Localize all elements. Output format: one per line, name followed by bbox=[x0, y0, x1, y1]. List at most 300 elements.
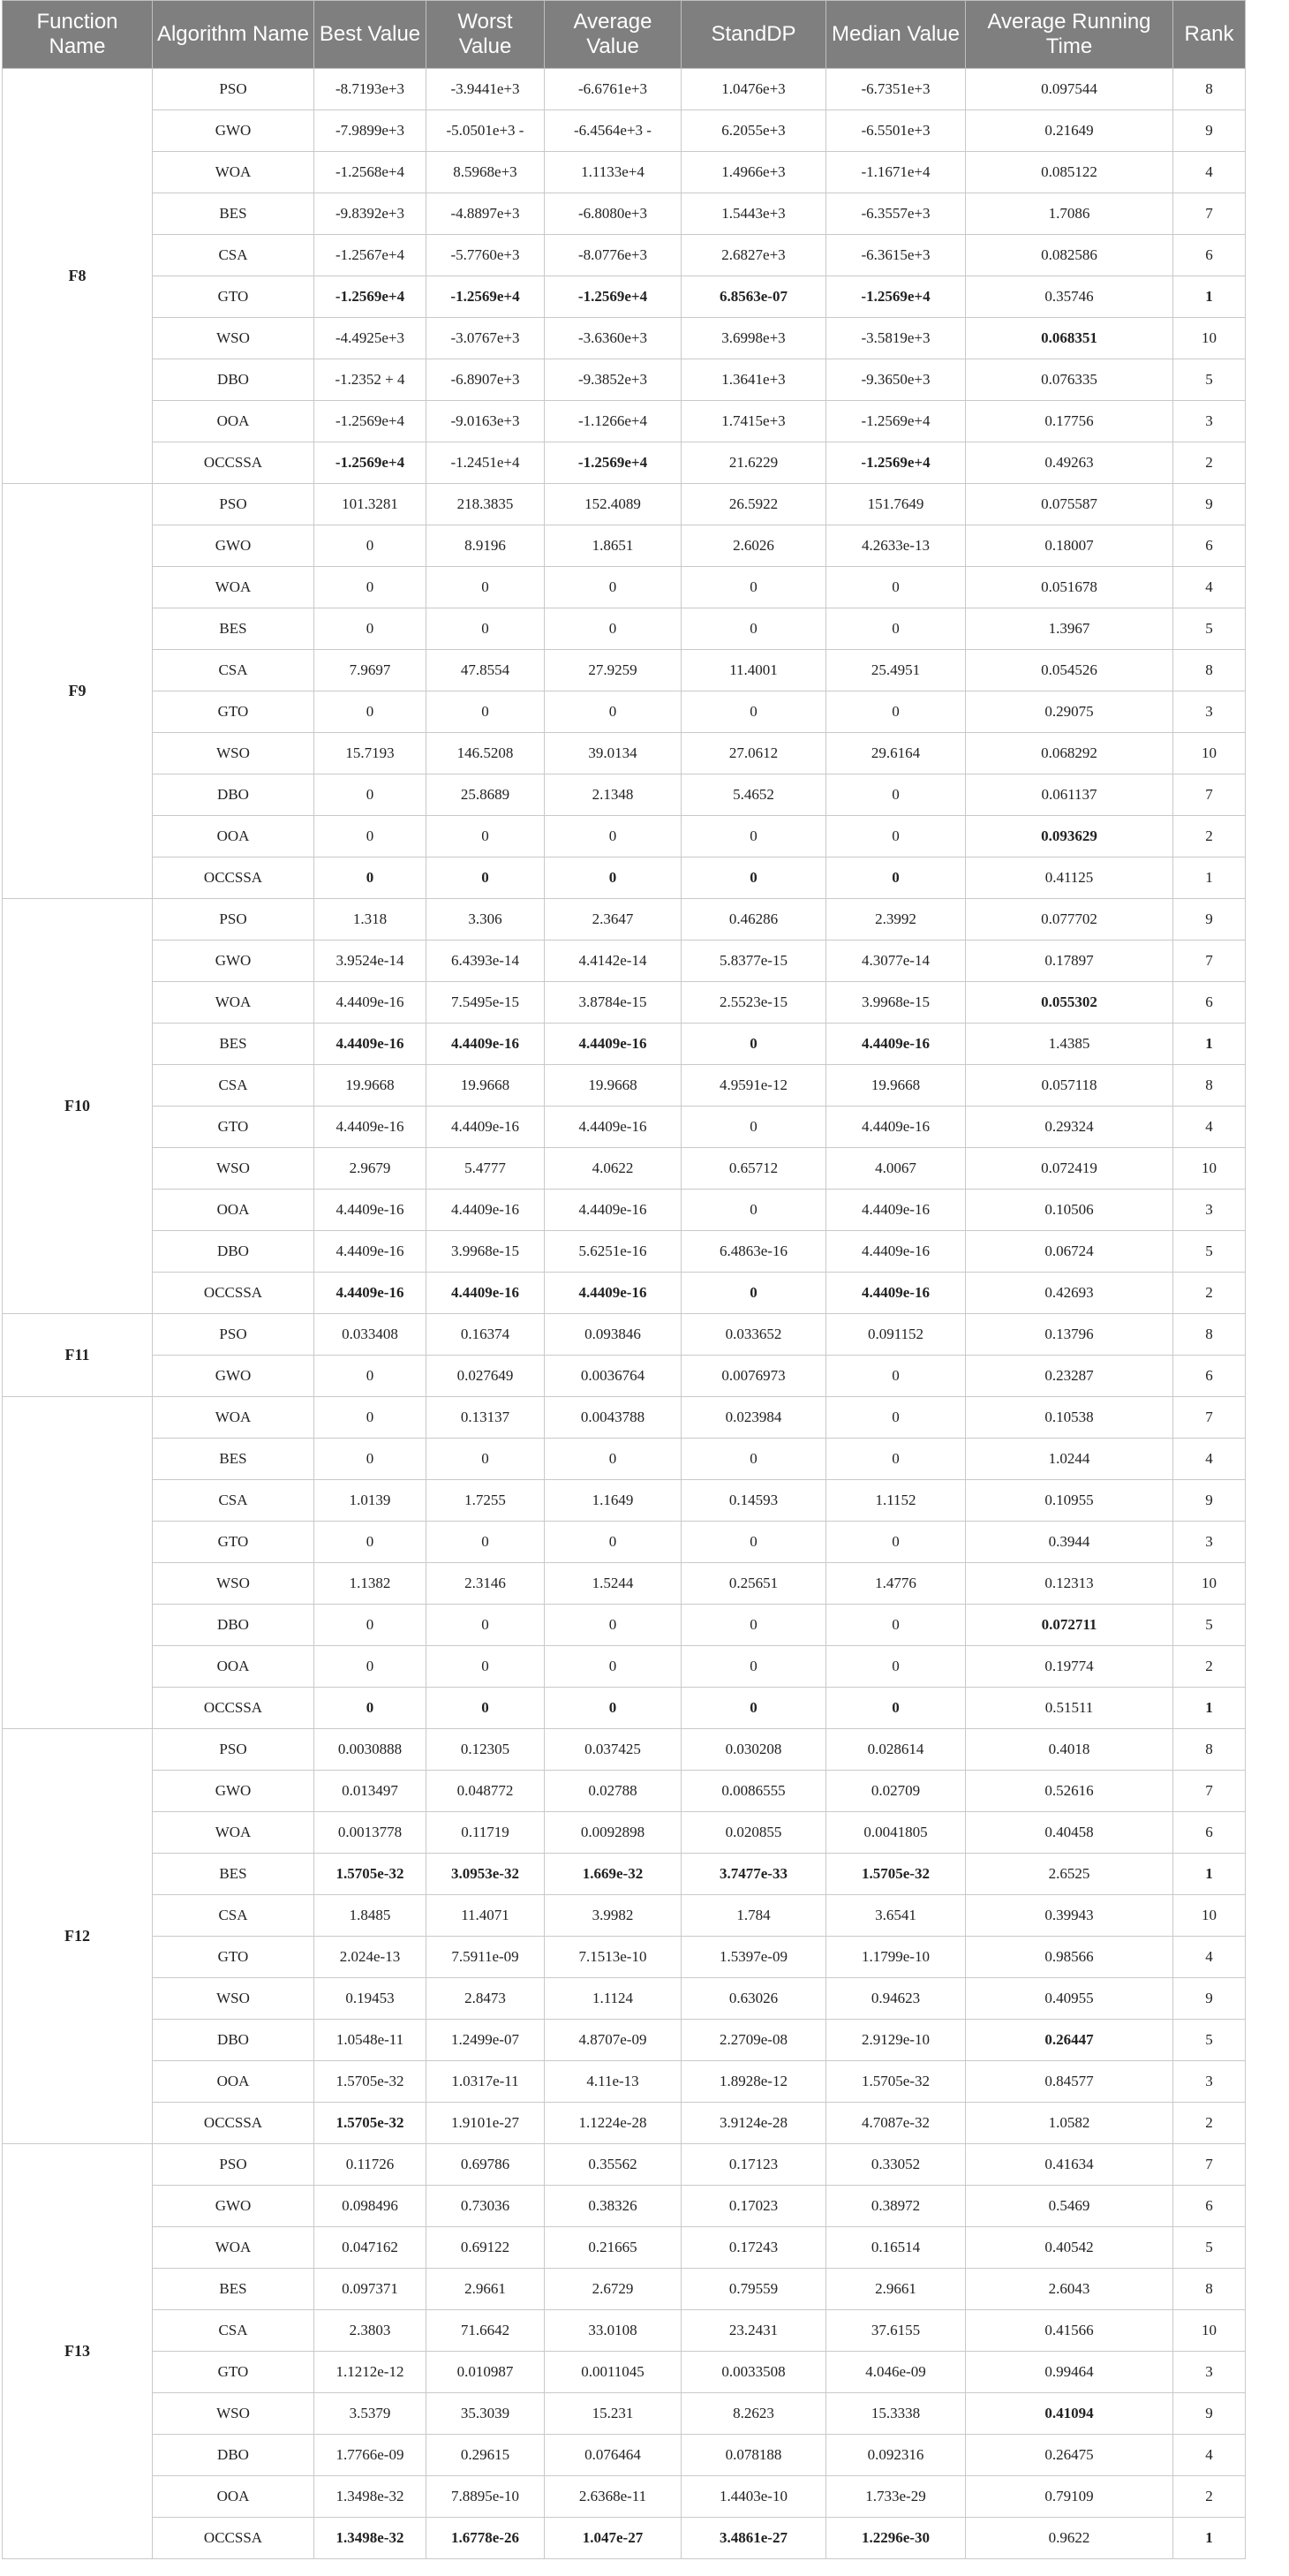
best-value-cell: 101.3281 bbox=[314, 484, 426, 525]
rank-cell: 7 bbox=[1173, 941, 1246, 982]
algorithm-name-cell: OOA bbox=[153, 1190, 314, 1231]
standdp-cell: 0 bbox=[682, 1024, 826, 1065]
worst-value-cell: 8.9196 bbox=[426, 525, 545, 567]
table-row bbox=[3, 2269, 1246, 2310]
average-value-cell: 0 bbox=[545, 857, 682, 899]
rank-cell: 2 bbox=[1173, 1273, 1246, 1314]
standdp-cell: 0 bbox=[682, 816, 826, 857]
running-time-cell: 0.055302 bbox=[966, 982, 1173, 1024]
running-time-cell: 0.10955 bbox=[966, 1480, 1173, 1522]
algorithm-name-cell: BES bbox=[153, 1439, 314, 1480]
average-value-cell: 4.8707e-09 bbox=[545, 2020, 682, 2061]
average-value-cell: 0 bbox=[545, 1439, 682, 1480]
algorithm-name-cell: CSA bbox=[153, 235, 314, 276]
running-time-cell: 0.076335 bbox=[966, 359, 1173, 401]
best-value-cell: 0.0030888 bbox=[314, 1729, 426, 1771]
average-value-cell: 1.669e-32 bbox=[545, 1854, 682, 1895]
median-value-cell: 0 bbox=[826, 816, 966, 857]
median-value-cell: 4.046e-09 bbox=[826, 2352, 966, 2393]
worst-value-cell: 0.027649 bbox=[426, 1356, 545, 1397]
average-value-cell: 27.9259 bbox=[545, 650, 682, 691]
average-value-cell: 2.3647 bbox=[545, 899, 682, 941]
median-value-cell: 0 bbox=[826, 857, 966, 899]
header-function-name: Function Name bbox=[3, 1, 153, 69]
rank-cell: 2 bbox=[1173, 2476, 1246, 2518]
running-time-cell: 0.41566 bbox=[966, 2310, 1173, 2352]
best-value-cell: 0 bbox=[314, 816, 426, 857]
algorithm-name-cell: GWO bbox=[153, 110, 314, 152]
worst-value-cell: 0 bbox=[426, 691, 545, 733]
running-time-cell: 0.17897 bbox=[966, 941, 1173, 982]
standdp-cell: 5.8377e-15 bbox=[682, 941, 826, 982]
worst-value-cell: 0 bbox=[426, 816, 545, 857]
standdp-cell: 2.6026 bbox=[682, 525, 826, 567]
rank-cell: 8 bbox=[1173, 650, 1246, 691]
worst-value-cell: 0.13137 bbox=[426, 1397, 545, 1439]
running-time-cell: 0.40458 bbox=[966, 1812, 1173, 1854]
running-time-cell: 1.7086 bbox=[966, 193, 1173, 235]
worst-value-cell: 0 bbox=[426, 608, 545, 650]
running-time-cell: 0.18007 bbox=[966, 525, 1173, 567]
worst-value-cell: 11.4071 bbox=[426, 1895, 545, 1937]
median-value-cell: 0 bbox=[826, 1356, 966, 1397]
algorithm-name-cell: GTO bbox=[153, 1937, 314, 1978]
rank-cell: 3 bbox=[1173, 1522, 1246, 1563]
standdp-cell: 2.6827e+3 bbox=[682, 235, 826, 276]
running-time-cell: 0.26447 bbox=[966, 2020, 1173, 2061]
algorithm-name-cell: GTO bbox=[153, 2352, 314, 2393]
best-value-cell: 0.098496 bbox=[314, 2186, 426, 2227]
average-value-cell: 0.0011045 bbox=[545, 2352, 682, 2393]
worst-value-cell: 5.4777 bbox=[426, 1148, 545, 1190]
worst-value-cell: 0.29615 bbox=[426, 2435, 545, 2476]
median-value-cell: 0.092316 bbox=[826, 2435, 966, 2476]
header-average-value: Average Value bbox=[545, 1, 682, 69]
worst-value-cell: -9.0163e+3 bbox=[426, 401, 545, 442]
table-row bbox=[3, 1522, 1246, 1563]
median-value-cell: -6.3615e+3 bbox=[826, 235, 966, 276]
median-value-cell: -1.2569e+4 bbox=[826, 276, 966, 318]
median-value-cell: 4.4409e-16 bbox=[826, 1231, 966, 1273]
rank-cell: 8 bbox=[1173, 1065, 1246, 1107]
best-value-cell: 7.9697 bbox=[314, 650, 426, 691]
worst-value-cell: 7.5911e-09 bbox=[426, 1937, 545, 1978]
standdp-cell: 1.3641e+3 bbox=[682, 359, 826, 401]
running-time-cell: 0.051678 bbox=[966, 567, 1173, 608]
running-time-cell: 0.068292 bbox=[966, 733, 1173, 774]
rank-cell: 2 bbox=[1173, 2103, 1246, 2144]
worst-value-cell: -3.9441e+3 bbox=[426, 69, 545, 110]
algorithm-name-cell: GTO bbox=[153, 276, 314, 318]
standdp-cell: 3.4861e-27 bbox=[682, 2518, 826, 2559]
worst-value-cell: 2.8473 bbox=[426, 1978, 545, 2020]
best-value-cell: 4.4409e-16 bbox=[314, 1107, 426, 1148]
worst-value-cell: 47.8554 bbox=[426, 650, 545, 691]
algorithm-name-cell: WSO bbox=[153, 1148, 314, 1190]
standdp-cell: 0.79559 bbox=[682, 2269, 826, 2310]
best-value-cell: 19.9668 bbox=[314, 1065, 426, 1107]
function-name-cell: F13 bbox=[3, 2144, 153, 2559]
table-row bbox=[3, 2061, 1246, 2103]
standdp-cell: 0.023984 bbox=[682, 1397, 826, 1439]
best-value-cell: 4.4409e-16 bbox=[314, 1024, 426, 1065]
best-value-cell: 15.7193 bbox=[314, 733, 426, 774]
median-value-cell: 0.02709 bbox=[826, 1771, 966, 1812]
standdp-cell: 3.9124e-28 bbox=[682, 2103, 826, 2144]
median-value-cell: -6.3557e+3 bbox=[826, 193, 966, 235]
worst-value-cell: 2.9661 bbox=[426, 2269, 545, 2310]
standdp-cell: 0 bbox=[682, 1522, 826, 1563]
median-value-cell: 1.2296e-30 bbox=[826, 2518, 966, 2559]
median-value-cell: 0 bbox=[826, 567, 966, 608]
rank-cell: 5 bbox=[1173, 1231, 1246, 1273]
algorithm-name-cell: WOA bbox=[153, 152, 314, 193]
running-time-cell: 0.075587 bbox=[966, 484, 1173, 525]
running-time-cell: 0.057118 bbox=[966, 1065, 1173, 1107]
average-value-cell: 4.4409e-16 bbox=[545, 1107, 682, 1148]
rank-cell: 5 bbox=[1173, 1605, 1246, 1646]
best-value-cell: 0 bbox=[314, 1439, 426, 1480]
algorithm-name-cell: OOA bbox=[153, 2061, 314, 2103]
rank-cell: 9 bbox=[1173, 2393, 1246, 2435]
average-value-cell: 2.6729 bbox=[545, 2269, 682, 2310]
algorithm-name-cell: WOA bbox=[153, 982, 314, 1024]
standdp-cell: 0.25651 bbox=[682, 1563, 826, 1605]
running-time-cell: 2.6043 bbox=[966, 2269, 1173, 2310]
best-value-cell: 1.1212e-12 bbox=[314, 2352, 426, 2393]
worst-value-cell: 0 bbox=[426, 1605, 545, 1646]
table-row bbox=[3, 2227, 1246, 2269]
median-value-cell: 37.6155 bbox=[826, 2310, 966, 2352]
rank-cell: 10 bbox=[1173, 2310, 1246, 2352]
worst-value-cell: 71.6642 bbox=[426, 2310, 545, 2352]
table-row bbox=[3, 1397, 1246, 1439]
average-value-cell: -6.4564e+3 - bbox=[545, 110, 682, 152]
rank-cell: 1 bbox=[1173, 1024, 1246, 1065]
table-row bbox=[3, 1107, 1246, 1148]
worst-value-cell: 0 bbox=[426, 1688, 545, 1729]
median-value-cell: 3.6541 bbox=[826, 1895, 966, 1937]
standdp-cell: 0.65712 bbox=[682, 1148, 826, 1190]
table-row bbox=[3, 1812, 1246, 1854]
average-value-cell: 4.11e-13 bbox=[545, 2061, 682, 2103]
average-value-cell: 19.9668 bbox=[545, 1065, 682, 1107]
table-row bbox=[3, 442, 1246, 484]
median-value-cell: 1.1799e-10 bbox=[826, 1937, 966, 1978]
worst-value-cell: 1.6778e-26 bbox=[426, 2518, 545, 2559]
rank-cell: 4 bbox=[1173, 567, 1246, 608]
algorithm-name-cell: DBO bbox=[153, 1605, 314, 1646]
worst-value-cell: 8.5968e+3 bbox=[426, 152, 545, 193]
best-value-cell: 0 bbox=[314, 774, 426, 816]
running-time-cell: 0.4018 bbox=[966, 1729, 1173, 1771]
average-value-cell: 1.8651 bbox=[545, 525, 682, 567]
best-value-cell: 1.0139 bbox=[314, 1480, 426, 1522]
table-row bbox=[3, 1729, 1246, 1771]
best-value-cell: -9.8392e+3 bbox=[314, 193, 426, 235]
average-value-cell: 3.8784e-15 bbox=[545, 982, 682, 1024]
table-row bbox=[3, 1231, 1246, 1273]
algorithm-name-cell: OCCSSA bbox=[153, 1273, 314, 1314]
table-row bbox=[3, 899, 1246, 941]
rank-cell: 10 bbox=[1173, 733, 1246, 774]
algorithm-name-cell: GWO bbox=[153, 1771, 314, 1812]
algorithm-name-cell: GWO bbox=[153, 525, 314, 567]
algorithm-name-cell: WSO bbox=[153, 1978, 314, 2020]
best-value-cell: 4.4409e-16 bbox=[314, 1190, 426, 1231]
algorithm-name-cell: BES bbox=[153, 608, 314, 650]
worst-value-cell: 3.306 bbox=[426, 899, 545, 941]
best-value-cell: -8.7193e+3 bbox=[314, 69, 426, 110]
standdp-cell: 1.4403e-10 bbox=[682, 2476, 826, 2518]
best-value-cell: 1.5705e-32 bbox=[314, 2103, 426, 2144]
algorithm-name-cell: OOA bbox=[153, 1646, 314, 1688]
table-row bbox=[3, 1605, 1246, 1646]
rank-cell: 2 bbox=[1173, 442, 1246, 484]
algorithm-name-cell: GTO bbox=[153, 1107, 314, 1148]
algorithm-name-cell: CSA bbox=[153, 650, 314, 691]
average-value-cell: 0.02788 bbox=[545, 1771, 682, 1812]
standdp-cell: 11.4001 bbox=[682, 650, 826, 691]
table-row bbox=[3, 691, 1246, 733]
table-row bbox=[3, 276, 1246, 318]
average-value-cell: 4.0622 bbox=[545, 1148, 682, 1190]
table-row bbox=[3, 1480, 1246, 1522]
best-value-cell: 0 bbox=[314, 608, 426, 650]
best-value-cell: -1.2567e+4 bbox=[314, 235, 426, 276]
median-value-cell: -1.2569e+4 bbox=[826, 442, 966, 484]
average-value-cell: -1.1266e+4 bbox=[545, 401, 682, 442]
rank-cell: 7 bbox=[1173, 193, 1246, 235]
standdp-cell: 6.8563e-07 bbox=[682, 276, 826, 318]
table-row bbox=[3, 1148, 1246, 1190]
median-value-cell: 0 bbox=[826, 1397, 966, 1439]
algorithm-name-cell: CSA bbox=[153, 1480, 314, 1522]
table-row bbox=[3, 152, 1246, 193]
table-row bbox=[3, 1563, 1246, 1605]
best-value-cell: 1.5705e-32 bbox=[314, 2061, 426, 2103]
median-value-cell: 0 bbox=[826, 1605, 966, 1646]
rank-cell: 6 bbox=[1173, 235, 1246, 276]
standdp-cell: 0.030208 bbox=[682, 1729, 826, 1771]
table-row bbox=[3, 608, 1246, 650]
standdp-cell: 0 bbox=[682, 1190, 826, 1231]
algorithm-name-cell: GWO bbox=[153, 2186, 314, 2227]
average-value-cell: 3.9982 bbox=[545, 1895, 682, 1937]
algorithm-name-cell: GTO bbox=[153, 691, 314, 733]
best-value-cell: 0.097371 bbox=[314, 2269, 426, 2310]
average-value-cell: 1.1224e-28 bbox=[545, 2103, 682, 2144]
average-value-cell: 2.1348 bbox=[545, 774, 682, 816]
running-time-cell: 0.10506 bbox=[966, 1190, 1173, 1231]
average-value-cell: 1.1124 bbox=[545, 1978, 682, 2020]
worst-value-cell: 1.2499e-07 bbox=[426, 2020, 545, 2061]
average-value-cell: -6.8080e+3 bbox=[545, 193, 682, 235]
running-time-cell: 0.39943 bbox=[966, 1895, 1173, 1937]
algorithm-name-cell: WSO bbox=[153, 318, 314, 359]
median-value-cell: 0 bbox=[826, 691, 966, 733]
algorithm-name-cell: WSO bbox=[153, 733, 314, 774]
table-row bbox=[3, 1854, 1246, 1895]
standdp-cell: 0.14593 bbox=[682, 1480, 826, 1522]
standdp-cell: 0 bbox=[682, 1273, 826, 1314]
algorithm-name-cell: OOA bbox=[153, 816, 314, 857]
worst-value-cell: 0.16374 bbox=[426, 1314, 545, 1356]
running-time-cell: 0.061137 bbox=[966, 774, 1173, 816]
standdp-cell: 0 bbox=[682, 567, 826, 608]
algorithm-name-cell: WOA bbox=[153, 567, 314, 608]
best-value-cell: 1.318 bbox=[314, 899, 426, 941]
average-value-cell: 0 bbox=[545, 816, 682, 857]
average-value-cell: 1.047e-27 bbox=[545, 2518, 682, 2559]
standdp-cell: 21.6229 bbox=[682, 442, 826, 484]
worst-value-cell: 0.69122 bbox=[426, 2227, 545, 2269]
worst-value-cell: 0.048772 bbox=[426, 1771, 545, 1812]
running-time-cell: 0.35746 bbox=[966, 276, 1173, 318]
median-value-cell: 4.3077e-14 bbox=[826, 941, 966, 982]
best-value-cell: 1.0548e-11 bbox=[314, 2020, 426, 2061]
median-value-cell: 1.5705e-32 bbox=[826, 1854, 966, 1895]
average-value-cell: -1.2569e+4 bbox=[545, 442, 682, 484]
algorithm-name-cell: PSO bbox=[153, 2144, 314, 2186]
best-value-cell: 0 bbox=[314, 1356, 426, 1397]
average-value-cell: 0.21665 bbox=[545, 2227, 682, 2269]
worst-value-cell: 0.010987 bbox=[426, 2352, 545, 2393]
best-value-cell: 1.3498e-32 bbox=[314, 2518, 426, 2559]
algorithm-name-cell: PSO bbox=[153, 484, 314, 525]
average-value-cell: 4.4409e-16 bbox=[545, 1024, 682, 1065]
average-value-cell: 1.1649 bbox=[545, 1480, 682, 1522]
running-time-cell: 1.0582 bbox=[966, 2103, 1173, 2144]
standdp-cell: 0 bbox=[682, 608, 826, 650]
rank-cell: 10 bbox=[1173, 1563, 1246, 1605]
best-value-cell: 0.013497 bbox=[314, 1771, 426, 1812]
average-value-cell: -8.0776e+3 bbox=[545, 235, 682, 276]
median-value-cell: 1.4776 bbox=[826, 1563, 966, 1605]
median-value-cell: 1.1152 bbox=[826, 1480, 966, 1522]
rank-cell: 8 bbox=[1173, 1729, 1246, 1771]
average-value-cell: 0.0043788 bbox=[545, 1397, 682, 1439]
rank-cell: 5 bbox=[1173, 2020, 1246, 2061]
running-time-cell: 0.40542 bbox=[966, 2227, 1173, 2269]
standdp-cell: 0.0076973 bbox=[682, 1356, 826, 1397]
running-time-cell: 0.054526 bbox=[966, 650, 1173, 691]
rank-cell: 7 bbox=[1173, 1397, 1246, 1439]
header-average-running-time: Average Running Time bbox=[966, 1, 1173, 69]
worst-value-cell: -6.8907e+3 bbox=[426, 359, 545, 401]
average-value-cell: -6.6761e+3 bbox=[545, 69, 682, 110]
standdp-cell: 8.2623 bbox=[682, 2393, 826, 2435]
table-row bbox=[3, 235, 1246, 276]
rank-cell: 5 bbox=[1173, 2227, 1246, 2269]
standdp-cell: 2.2709e-08 bbox=[682, 2020, 826, 2061]
best-value-cell: 1.7766e-09 bbox=[314, 2435, 426, 2476]
algorithm-name-cell: CSA bbox=[153, 2310, 314, 2352]
standdp-cell: 3.6998e+3 bbox=[682, 318, 826, 359]
standdp-cell: 3.7477e-33 bbox=[682, 1854, 826, 1895]
table-row bbox=[3, 484, 1246, 525]
standdp-cell: 0 bbox=[682, 1688, 826, 1729]
running-time-cell: 0.085122 bbox=[966, 152, 1173, 193]
running-time-cell: 0.072419 bbox=[966, 1148, 1173, 1190]
worst-value-cell: 0 bbox=[426, 1646, 545, 1688]
function-name-cell: F8 bbox=[3, 69, 153, 484]
best-value-cell: 0.0013778 bbox=[314, 1812, 426, 1854]
running-time-cell: 0.42693 bbox=[966, 1273, 1173, 1314]
worst-value-cell: -5.0501e+3 - bbox=[426, 110, 545, 152]
running-time-cell: 1.4385 bbox=[966, 1024, 1173, 1065]
median-value-cell: 0 bbox=[826, 774, 966, 816]
best-value-cell: -4.4925e+3 bbox=[314, 318, 426, 359]
median-value-cell: -3.5819e+3 bbox=[826, 318, 966, 359]
median-value-cell: 15.3338 bbox=[826, 2393, 966, 2435]
median-value-cell: 0 bbox=[826, 1688, 966, 1729]
best-value-cell: 0 bbox=[314, 1397, 426, 1439]
rank-cell: 6 bbox=[1173, 2186, 1246, 2227]
median-value-cell: 3.9968e-15 bbox=[826, 982, 966, 1024]
running-time-cell: 0.29324 bbox=[966, 1107, 1173, 1148]
standdp-cell: 0 bbox=[682, 691, 826, 733]
rank-cell: 6 bbox=[1173, 982, 1246, 1024]
worst-value-cell: 3.0953e-32 bbox=[426, 1854, 545, 1895]
table-row bbox=[3, 1771, 1246, 1812]
worst-value-cell: 0 bbox=[426, 1439, 545, 1480]
rank-cell: 1 bbox=[1173, 857, 1246, 899]
median-value-cell: 4.0067 bbox=[826, 1148, 966, 1190]
function-name-cell: F10 bbox=[3, 899, 153, 1314]
rank-cell: 6 bbox=[1173, 1812, 1246, 1854]
median-value-cell: 0.16514 bbox=[826, 2227, 966, 2269]
running-time-cell: 0.3944 bbox=[966, 1522, 1173, 1563]
worst-value-cell: 6.4393e-14 bbox=[426, 941, 545, 982]
rank-cell: 9 bbox=[1173, 110, 1246, 152]
rank-cell: 1 bbox=[1173, 2518, 1246, 2559]
running-time-cell: 0.068351 bbox=[966, 318, 1173, 359]
best-value-cell: 1.5705e-32 bbox=[314, 1854, 426, 1895]
best-value-cell: 0 bbox=[314, 525, 426, 567]
table-row bbox=[3, 2144, 1246, 2186]
algorithm-name-cell: WOA bbox=[153, 1812, 314, 1854]
average-value-cell: 7.1513e-10 bbox=[545, 1937, 682, 1978]
table-row bbox=[3, 2352, 1246, 2393]
running-time-cell: 0.077702 bbox=[966, 899, 1173, 941]
best-value-cell: -1.2569e+4 bbox=[314, 276, 426, 318]
algorithm-name-cell: DBO bbox=[153, 2020, 314, 2061]
running-time-cell: 0.98566 bbox=[966, 1937, 1173, 1978]
algorithm-name-cell: DBO bbox=[153, 2435, 314, 2476]
algorithm-name-cell: CSA bbox=[153, 1065, 314, 1107]
best-value-cell: 4.4409e-16 bbox=[314, 1231, 426, 1273]
running-time-cell: 0.41094 bbox=[966, 2393, 1173, 2435]
table-row bbox=[3, 2310, 1246, 2352]
table-row bbox=[3, 69, 1246, 110]
average-value-cell: 0.0092898 bbox=[545, 1812, 682, 1854]
worst-value-cell: 0.69786 bbox=[426, 2144, 545, 2186]
algorithm-name-cell: OCCSSA bbox=[153, 442, 314, 484]
worst-value-cell: -1.2451e+4 bbox=[426, 442, 545, 484]
algorithm-name-cell: BES bbox=[153, 2269, 314, 2310]
worst-value-cell: 4.4409e-16 bbox=[426, 1107, 545, 1148]
worst-value-cell: 19.9668 bbox=[426, 1065, 545, 1107]
table-row bbox=[3, 816, 1246, 857]
average-value-cell: 0 bbox=[545, 1522, 682, 1563]
running-time-cell: 0.41125 bbox=[966, 857, 1173, 899]
running-time-cell: 0.093629 bbox=[966, 816, 1173, 857]
rank-cell: 6 bbox=[1173, 525, 1246, 567]
running-time-cell: 1.0244 bbox=[966, 1439, 1173, 1480]
worst-value-cell: 0 bbox=[426, 857, 545, 899]
function-name-cell: F12 bbox=[3, 1729, 153, 2144]
